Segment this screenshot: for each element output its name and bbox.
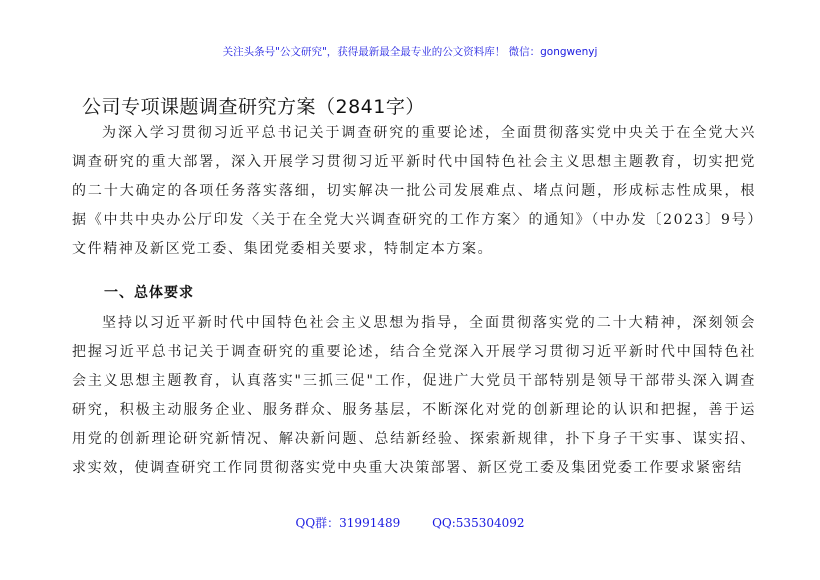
section1-paragraph: 坚持以习近平新时代中国特色社会主义思想为指导，全面贯彻落实党的二十大精神，深刻领会把握习近平总书记关于调查研究的重要论述，结合全党深入开展学习贯彻习近平新时代中国特色社会主义思想主题教育，认真落实"三抓三促"工作，促进广大党员干部特别是领导干部带头深入调查研究，积极主动服务企业、服务群众、服务基层，不断深化对党的创新理论的认识和把握，善于运用党的创新理论研究新情况、解决新问题、总结新经验、探索新规律，扑下身子干实事、谋实招、求实效，使调查研究工作同贯彻落实党中央重大决策部署、新区党工委及集团党委工作要求紧密结 [72,315,756,476]
header-promo-note: 关注头条号"公文研究"，获得最新最全最专业的公文资料库！ 微信：gongwenyj [222,46,598,58]
footer-contact [0,514,820,531]
document-title: 公司专项课题调查研究方案（2841字） [82,96,425,118]
intro-paragraph: 为深入学习贯彻习近平总书记关于调查研究的重要论述，全面贯彻落实党中央关于在全党大兴调查研究的重大部署，深入开展学习贯彻习近平新时代中国特色社会主义思想主题教育，切实把党的二十大确定的各项任务落实落细，切实解决一批公司发展难点、堵点问题，形成标志性成果，根据《中共中央办公厅印发〈关于在全党大兴调查研究的工作方案〉的通知》（中办发〔2023〕9号）文件精神及新区党工委、集团党委相关要求，特制定本方案。 [72,125,756,257]
footer-qq: QQ:535304092 [432,516,525,530]
footer-qq-group: QQ群：31991489 [295,516,401,530]
section-heading-general-requirements: 一、总体要求 [104,285,194,301]
